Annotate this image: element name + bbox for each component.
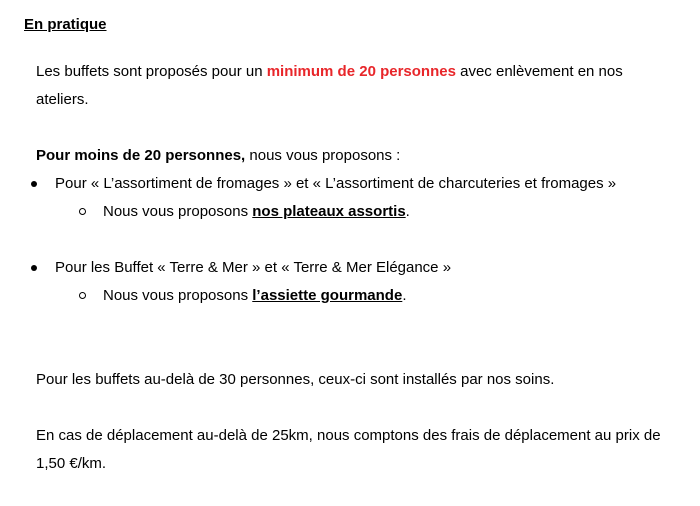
bullet-icon (31, 265, 37, 271)
sub-text-after: . (405, 203, 410, 220)
sub-text-before: Nous vous proposons (103, 287, 253, 304)
section-heading: En pratique (24, 16, 107, 33)
intro-paragraph (36, 58, 676, 114)
small-groups-lead (36, 142, 676, 170)
assiette-gourmande-emphasis: l’assiette gourmande (252, 287, 403, 304)
intro-text-after: avec enlèvement en nos ateliers. (36, 63, 623, 108)
sub-list-item (0, 282, 700, 310)
sub-text-after: . (402, 287, 407, 304)
sub-list-item-text (103, 198, 410, 226)
bullet-icon (31, 181, 37, 187)
installation-paragraph: Pour les buffets au-delà de 30 personnes, ceux-ci sont installés par nos soins. (36, 371, 555, 388)
list-item-text: Pour les Buffet « Terre & Mer » et « Terre & Mer Elégance » (55, 259, 452, 276)
sub-list-item (0, 198, 700, 226)
hollow-bullet-icon (79, 292, 86, 299)
intro-text-before: Les buffets sont proposés pour un (36, 63, 267, 80)
list-item (0, 170, 700, 198)
minimum-persons-highlight: minimum de 20 personnes (266, 63, 456, 80)
sub-text-before: Nous vous proposons (103, 203, 253, 220)
list-item-text: Pour « L’assortiment de fromages » et « L’assortiment de charcuteries et fromages » (55, 175, 617, 192)
small-groups-lead-bold: Pour moins de 20 personnes, (36, 147, 246, 164)
list-item (0, 254, 700, 282)
small-groups-lead-rest: nous vous proposons : (245, 147, 401, 164)
hollow-bullet-icon (79, 208, 86, 215)
sub-list-item-text (103, 282, 406, 310)
plateaux-assortis-emphasis: nos plateaux assortis (252, 203, 406, 220)
travel-fees-paragraph: En cas de déplacement au-delà de 25km, nous comptons des frais de déplacement au prix de 1,50 €/km. (36, 427, 661, 472)
